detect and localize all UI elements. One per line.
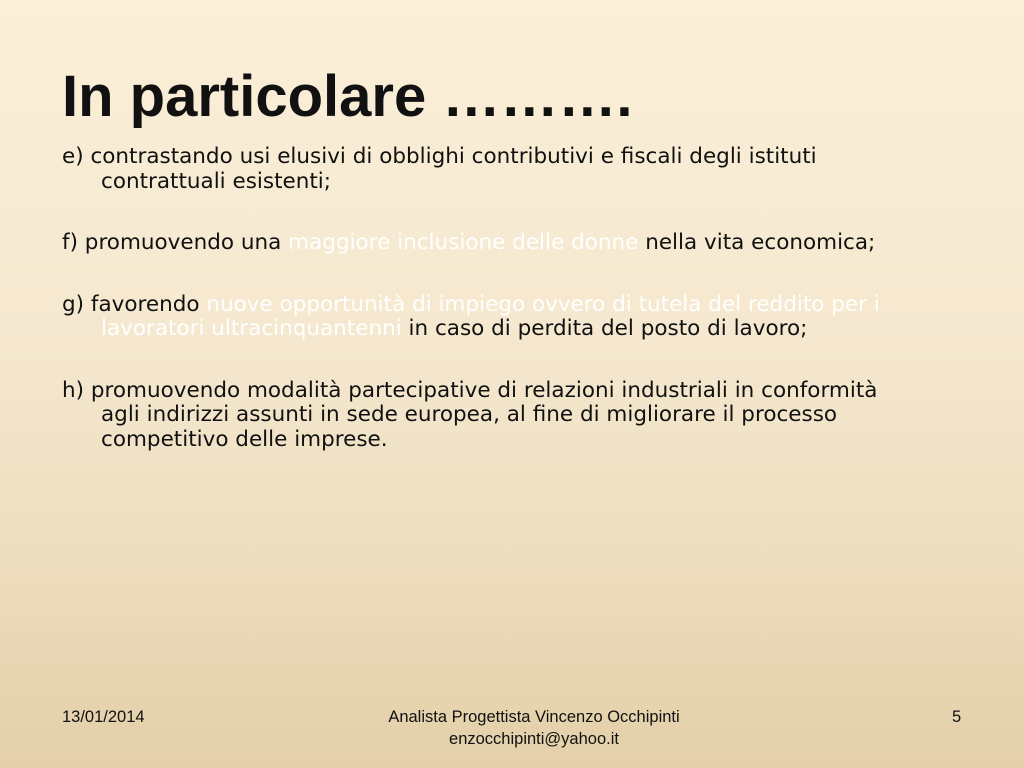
- item-text: nella vita economica;: [638, 230, 876, 255]
- slide-title: In particolare ……….: [62, 64, 633, 129]
- item-text: h) promuovendo modalità partecipative di relazioni industriali in conformità agli indirizzi assunti in sede europea, al fine di migliorare il processo competitivo delle imprese.: [62, 377, 878, 452]
- item-text: f) promuovendo una: [62, 230, 289, 255]
- footer-author: Analista Progettista Vincenzo Occhipinti: [388, 708, 680, 726]
- highlighted-text: nuove opportunità di impiego ovvero di tutela del reddito per i lavoratori ultracinquantenni: [101, 291, 880, 341]
- highlighted-text: maggiore inclusione delle donne: [288, 230, 639, 255]
- item-text: g) favorendo: [62, 291, 207, 317]
- item-text: e) contrastando usi elusivi di obblighi contributivi e fiscali degli istituti contrattuali esistenti;: [62, 144, 817, 194]
- footer-page-number: 5: [952, 708, 962, 726]
- item-text: in caso di perdita del posto di lavoro;: [401, 316, 808, 341]
- list-item: [62, 379, 922, 453]
- list-item: [62, 231, 922, 256]
- footer-author-block: [300, 706, 768, 750]
- list-item: [62, 145, 922, 194]
- body-text-list: [62, 145, 922, 489]
- footer-date: 13/01/2014: [62, 708, 145, 726]
- list-item: [62, 293, 922, 342]
- footer-email: enzocchipinti@yahoo.it: [449, 730, 619, 748]
